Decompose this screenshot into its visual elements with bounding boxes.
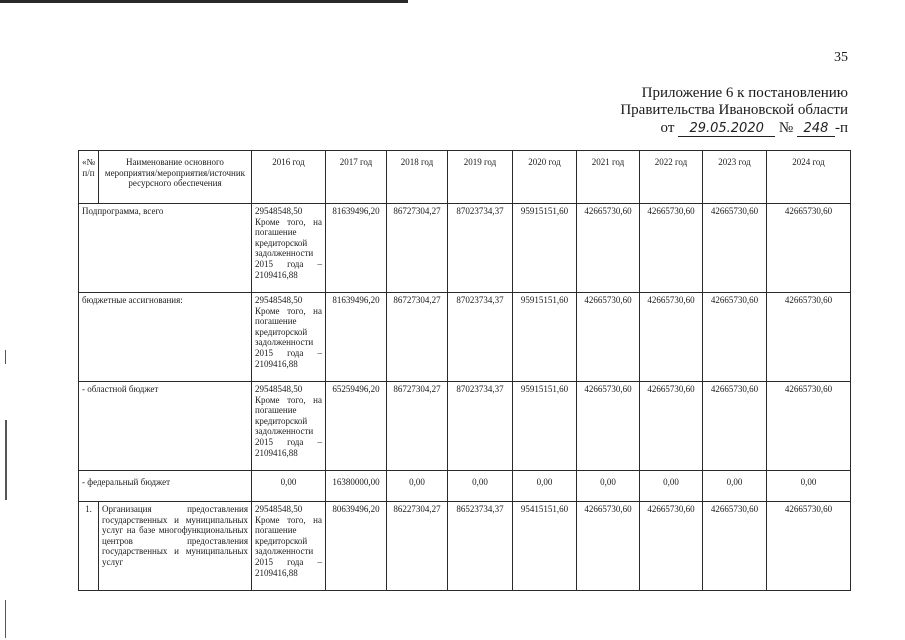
header-year: 2019 год bbox=[448, 151, 513, 204]
cell-2021: 42665730,60 bbox=[577, 293, 640, 382]
header-year: 2016 год bbox=[252, 151, 326, 204]
header-year: 2017 год bbox=[326, 151, 387, 204]
table-row bbox=[79, 382, 851, 471]
cell-2017: 81639496,20 bbox=[326, 204, 387, 293]
row-label: - областной бюджет bbox=[79, 382, 252, 471]
handwritten-date: 29.05.2020 bbox=[678, 121, 775, 137]
cell-2021: 42665730,60 bbox=[577, 502, 640, 591]
cell-2020: 0,00 bbox=[513, 471, 577, 502]
cell-2022: 42665730,60 bbox=[640, 293, 703, 382]
cell-2024: 42665730,60 bbox=[767, 293, 851, 382]
header-name: Наименование основного мероприятия/мероприятия/источник ресурсного обеспечения bbox=[99, 151, 252, 204]
cell-2022: 42665730,60 bbox=[640, 382, 703, 471]
number-suffix: -п bbox=[834, 120, 848, 136]
cell-2022: 42665730,60 bbox=[640, 502, 703, 591]
cell-2016: 29548548,50 Кроме того, на погашение кредиторской задолженности 2015 года – 2109416,88 bbox=[252, 293, 326, 382]
cell-2024: 42665730,60 bbox=[767, 502, 851, 591]
table-row bbox=[79, 502, 851, 591]
cell-2022: 42665730,60 bbox=[640, 204, 703, 293]
cell-2020: 95415151,60 bbox=[513, 502, 577, 591]
cell-2023: 42665730,60 bbox=[703, 204, 767, 293]
header-year: 2024 год bbox=[767, 151, 851, 204]
header-year: 2021 год bbox=[577, 151, 640, 204]
cell-2019: 87023734,37 bbox=[448, 382, 513, 471]
row-label: Подпрограмма, всего bbox=[79, 204, 252, 293]
handwritten-number: 248 bbox=[797, 121, 835, 137]
scan-margin-mark bbox=[5, 350, 6, 364]
table-header-row bbox=[79, 151, 851, 204]
table-row bbox=[79, 204, 851, 293]
cell-2022: 0,00 bbox=[640, 471, 703, 502]
cell-2018: 86227304,27 bbox=[387, 502, 448, 591]
funding-table bbox=[78, 150, 851, 591]
cell-2024: 42665730,60 bbox=[767, 382, 851, 471]
cell-2016: 29548548,50 Кроме того, на погашение кредиторской задолженности 2015 года – 2109416,88 bbox=[252, 502, 326, 591]
cell-2017: 16380000,00 bbox=[326, 471, 387, 502]
row-label: бюджетные ассигнования: bbox=[79, 293, 252, 382]
scan-margin-mark bbox=[5, 600, 6, 638]
cell-2019: 87023734,37 bbox=[448, 204, 513, 293]
date-prefix: от bbox=[660, 120, 675, 136]
scan-top-edge bbox=[0, 0, 408, 3]
header-year: 2018 год bbox=[387, 151, 448, 204]
page-number: 35 bbox=[834, 50, 848, 65]
header-year: 2020 год bbox=[513, 151, 577, 204]
table-row bbox=[79, 471, 851, 502]
cell-2018: 86727304,27 bbox=[387, 204, 448, 293]
cell-2018: 86727304,27 bbox=[387, 382, 448, 471]
cell-2017: 65259496,20 bbox=[326, 382, 387, 471]
cell-2016: 29548548,50 Кроме того, на погашение кредиторской задолженности 2015 года – 2109416,88 bbox=[252, 204, 326, 293]
cell-2021: 42665730,60 bbox=[577, 204, 640, 293]
cell-2018: 86727304,27 bbox=[387, 293, 448, 382]
appendix-header bbox=[620, 85, 848, 137]
row-label: Организация предоставления государственных и муниципальных услуг на базе многофункциональных центров предоставления государственных и муниципальных услуг bbox=[99, 502, 252, 591]
appendix-issuer: Правительства Ивановской области bbox=[620, 102, 848, 118]
cell-2023: 0,00 bbox=[703, 471, 767, 502]
cell-2024: 42665730,60 bbox=[767, 204, 851, 293]
cell-2024: 0,00 bbox=[767, 471, 851, 502]
cell-2019: 86523734,37 bbox=[448, 502, 513, 591]
cell-2016: 0,00 bbox=[252, 471, 326, 502]
row-label: - федеральный бюджет bbox=[79, 471, 252, 502]
cell-2020: 95915151,60 bbox=[513, 293, 577, 382]
cell-2016: 29548548,50 Кроме того, на погашение кредиторской задолженности 2015 года – 2109416,88 bbox=[252, 382, 326, 471]
cell-2017: 81639496,20 bbox=[326, 293, 387, 382]
cell-2019: 0,00 bbox=[448, 471, 513, 502]
cell-2021: 42665730,60 bbox=[577, 382, 640, 471]
header-num: «№ п/п bbox=[79, 151, 99, 204]
cell-2023: 42665730,60 bbox=[703, 382, 767, 471]
scan-margin-mark bbox=[5, 420, 7, 500]
number-sign: № bbox=[778, 120, 794, 136]
table-row bbox=[79, 293, 851, 382]
header-year: 2022 год bbox=[640, 151, 703, 204]
cell-2019: 87023734,37 bbox=[448, 293, 513, 382]
cell-2023: 42665730,60 bbox=[703, 293, 767, 382]
cell-2020: 95915151,60 bbox=[513, 382, 577, 471]
cell-2017: 80639496,20 bbox=[326, 502, 387, 591]
resolution-reference bbox=[620, 120, 848, 137]
row-number: 1. bbox=[79, 502, 99, 591]
cell-2021: 0,00 bbox=[577, 471, 640, 502]
header-year: 2023 год bbox=[703, 151, 767, 204]
cell-2020: 95915151,60 bbox=[513, 204, 577, 293]
cell-2018: 0,00 bbox=[387, 471, 448, 502]
appendix-title: Приложение 6 к постановлению bbox=[641, 85, 848, 101]
cell-2023: 42665730,60 bbox=[703, 502, 767, 591]
